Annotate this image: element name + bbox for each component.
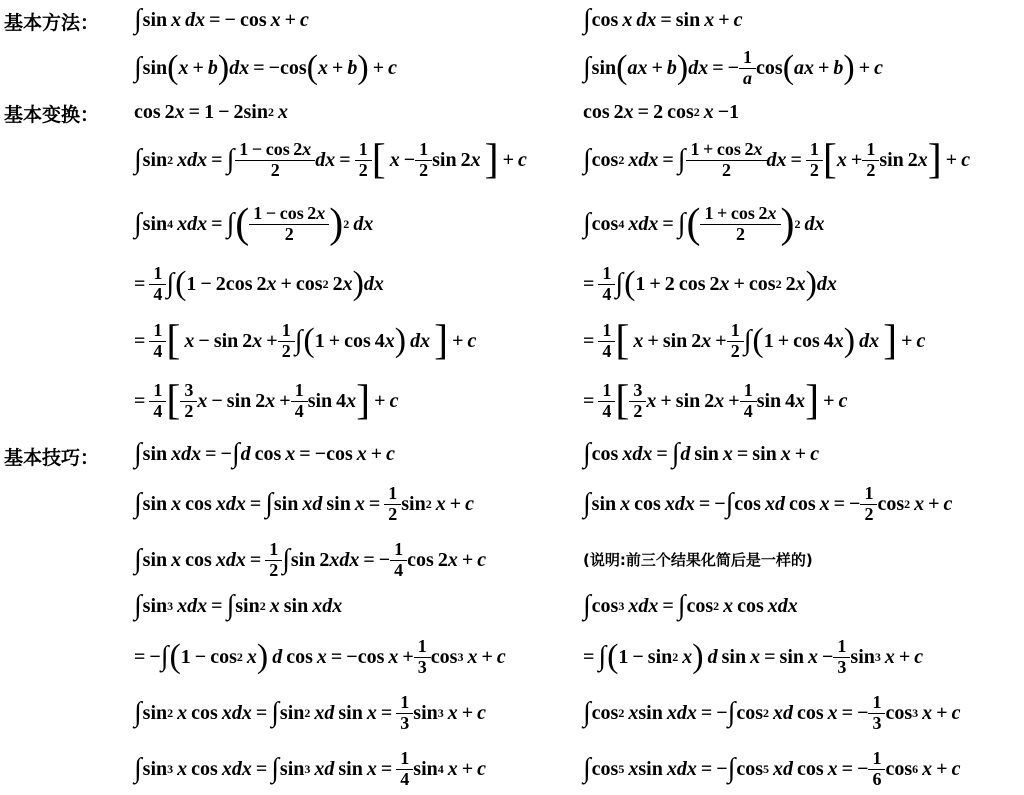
formula-row-14	[0, 690, 1024, 736]
formula-row-7	[0, 318, 1024, 364]
formula-row-4	[0, 138, 1024, 182]
formula-int-sin-fourth: ∫ sin 4 xdx = ∫ ( $\frac{1 - \cos 2x}{2}$ ) 2 dx	[134, 201, 374, 247]
formula-cos2x-sin: cos 2 x = 1 − 2sin 2 x	[134, 101, 288, 123]
section-basic-technique: 基本技巧：	[4, 447, 100, 469]
formula-sin4-result: = $\frac{1}{4}$ [ $\frac{3}{2}$ x − sin 2 x + $\frac{1}{4}$ sin 4 x ] + c	[134, 378, 399, 424]
formula-cos2sin: ∫ cos 2 x sin xdx = − ∫ cos 2 xd cos x = − $\frac{1}{3}$ cos 3 x + c	[583, 692, 961, 733]
formula-int-cos-d: ∫ cos xdx = ∫ d sin x = sin x + c	[583, 438, 820, 469]
formula-int-cos-fourth: ∫ cos 4 xdx = ∫ ( $\frac{1 + \cos 2x}{2}$ ) 2 dx	[583, 201, 825, 247]
formula-sin2cos: ∫ sin 2 x cos xdx = ∫ sin 2 xd sin x = $\frac{1}{3}$ sin 3 x + c	[134, 692, 487, 733]
section-basic-transform: 基本变换：	[4, 104, 100, 126]
formula-sin4-step2: = $\frac{1}{4}$ [ x − sin 2 x + $\frac{1}{2}$ ∫ ( 1 + cos 4 x ) dx ] + c	[134, 318, 477, 364]
note-text: (说明:前三个结果化简后是一样的)	[583, 550, 813, 569]
formula-row-1	[0, 0, 1024, 40]
formula-row-12	[0, 586, 1024, 626]
formula-int-sin-squared: ∫ sin 2 xdx = ∫ $\frac{1 - \cos 2x}{2}$ dx = $\frac{1}{2}$ [ x − $\frac{1}{2}$ sin 2 x ] + c	[134, 137, 527, 183]
formula-cos4-step1: = $\frac{1}{4}$ ∫ ( 1 + 2 cos 2 x + cos 2 2 x ) dx	[583, 263, 837, 304]
formula-int-sin-cubed: ∫ sin 3 xdx = ∫ sin 2 x sin xdx	[134, 590, 343, 621]
formula-row-6	[0, 262, 1024, 306]
formula-row-9	[0, 434, 1024, 474]
formula-sin-cubed-result: = − ∫ ( 1 − cos 2 x ) d cos x = −cos x + $\frac{1}{3}$ cos 3 x + c	[134, 636, 506, 677]
formula-sincos-method1: ∫ sin x cos xdx = ∫ sin xd sin x = $\frac{1}{2}$ sin 2 x + c	[134, 483, 475, 524]
formula-int-sin: ∫ sin x dx = − cos x + c	[134, 4, 309, 35]
formula-cos-cubed-result: = ∫ ( 1 − sin 2 x ) d sin x = sin x − $\frac{1}{3}$ sin 3 x + c	[583, 636, 924, 677]
formula-row-2	[0, 48, 1024, 88]
formula-int-cos-squared: ∫ cos 2 xdx = ∫ $\frac{1 + \cos 2x}{2}$ dx = $\frac{1}{2}$ [ x + $\frac{1}{2}$ sin 2 x ] + c	[583, 137, 971, 183]
formula-int-cos-linear: ∫ sin ( ax + b ) dx = − $\frac{1}{a}$ cos ( ax + b ) + c	[583, 47, 884, 88]
formula-sin3cos: ∫ sin 3 x cos xdx = ∫ sin 3 xd sin x = $\frac{1}{4}$ sin 4 x + c	[134, 748, 487, 789]
formula-cos5sin: ∫ cos 5 x sin xdx = − ∫ cos 5 xd cos x = − $\frac{1}{6}$ cos 6 x + c	[583, 748, 961, 789]
formula-row-13	[0, 634, 1024, 680]
formula-row-11	[0, 538, 1024, 582]
section-basic-method: 基本方法：	[4, 12, 100, 34]
formula-row-5	[0, 198, 1024, 250]
formula-sincos-method2: ∫ sin x cos xdx = − ∫ cos xd cos x = − $\frac{1}{2}$ cos 2 x + c	[583, 483, 953, 524]
formula-int-sin-shift: ∫ sin ( x + b ) dx = −cos ( x + b ) + c	[134, 49, 398, 86]
formula-row-10	[0, 482, 1024, 526]
formula-row-15	[0, 746, 1024, 792]
formula-int-cos-cubed: ∫ cos 3 xdx = ∫ cos 2 x cos xdx	[583, 590, 798, 621]
formula-int-sin-d: ∫ sin xdx = − ∫ d cos x = −cos x + c	[134, 438, 396, 469]
formula-cos4-step2: = $\frac{1}{4}$ [ x + sin 2 x + $\frac{1}{2}$ ∫ ( 1 + cos 4 x ) dx ] + c	[583, 318, 926, 364]
formula-cos4-result: = $\frac{1}{4}$ [ $\frac{3}{2}$ x + sin 2 x + $\frac{1}{4}$ sin 4 x ] + c	[583, 378, 848, 424]
formula-sin4-step1: = $\frac{1}{4}$ ∫ ( 1 − 2cos 2 x + cos 2 2 x ) dx	[134, 263, 384, 304]
formula-sincos-method3: ∫ sin x cos xdx = $\frac{1}{2}$ ∫ sin 2 xdx = − $\frac{1}{4}$ cos 2 x + c	[134, 539, 487, 580]
formula-row-3	[0, 92, 1024, 132]
formula-cos2x-cos: cos 2 x = 2 cos 2 x −1	[583, 101, 740, 123]
formula-row-8	[0, 378, 1024, 424]
formula-int-cos: ∫ cos x dx = sin x + c	[583, 4, 743, 35]
